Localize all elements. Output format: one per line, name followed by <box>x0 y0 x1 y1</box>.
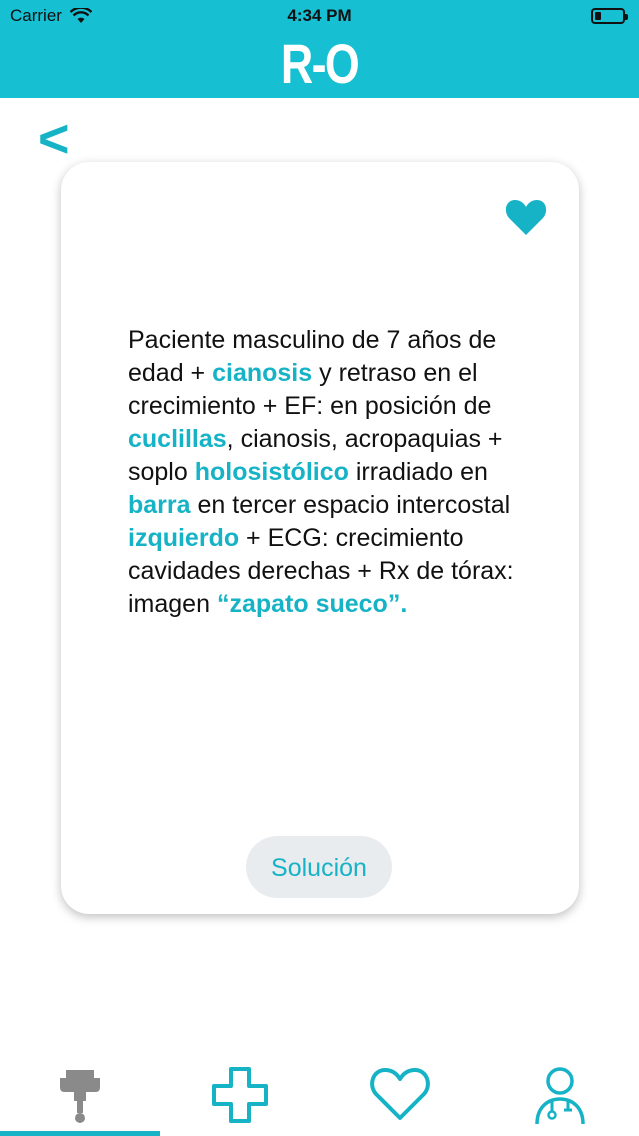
tab-iv-bag[interactable] <box>0 1066 160 1132</box>
highlighted-term: cuclillas <box>128 425 227 453</box>
status-bar <box>0 0 639 32</box>
favorite-heart-icon[interactable] <box>505 198 547 236</box>
status-time: 4:34 PM <box>287 6 352 25</box>
case-text-segment: en tercer espacio intercostal <box>190 491 511 519</box>
battery-icon <box>591 8 625 24</box>
app-logo: R-O <box>280 32 359 95</box>
highlighted-term: barra <box>128 491 191 519</box>
case-text-segment: Paciente masculino de 7 años de edad + <box>128 326 497 387</box>
carrier-label: Carrier <box>10 6 62 25</box>
doctor-icon <box>533 1066 587 1126</box>
header-bar <box>0 0 639 98</box>
highlighted-term: izquierdo <box>128 524 240 552</box>
case-text-segment: + ECG: crecimiento cavidades derechas + Rx de tórax: imagen <box>128 524 514 618</box>
highlighted-term: “zapato sueco”. <box>216 590 408 618</box>
case-description <box>128 324 528 621</box>
tab-bar <box>0 1060 639 1136</box>
medical-cross-icon <box>211 1066 269 1124</box>
case-text-segment: irradiado en <box>348 458 488 486</box>
highlighted-term: holosistólico <box>194 458 349 486</box>
case-card <box>61 162 579 914</box>
heart-icon <box>369 1066 431 1122</box>
tab-medical-cross[interactable] <box>160 1066 320 1132</box>
tab-profile[interactable] <box>480 1066 639 1132</box>
case-text-segment: y retraso en el crecimiento + EF: en posición de <box>128 359 492 420</box>
highlighted-term: cianosis <box>212 359 313 387</box>
iv-bag-icon <box>58 1066 102 1126</box>
tab-favorites[interactable] <box>320 1066 480 1132</box>
solution-button[interactable]: Solución <box>246 836 392 898</box>
back-button[interactable]: < <box>38 109 70 169</box>
active-tab-indicator <box>0 1131 160 1136</box>
case-text-segment: , cianosis, acropaquias + soplo <box>128 425 503 486</box>
